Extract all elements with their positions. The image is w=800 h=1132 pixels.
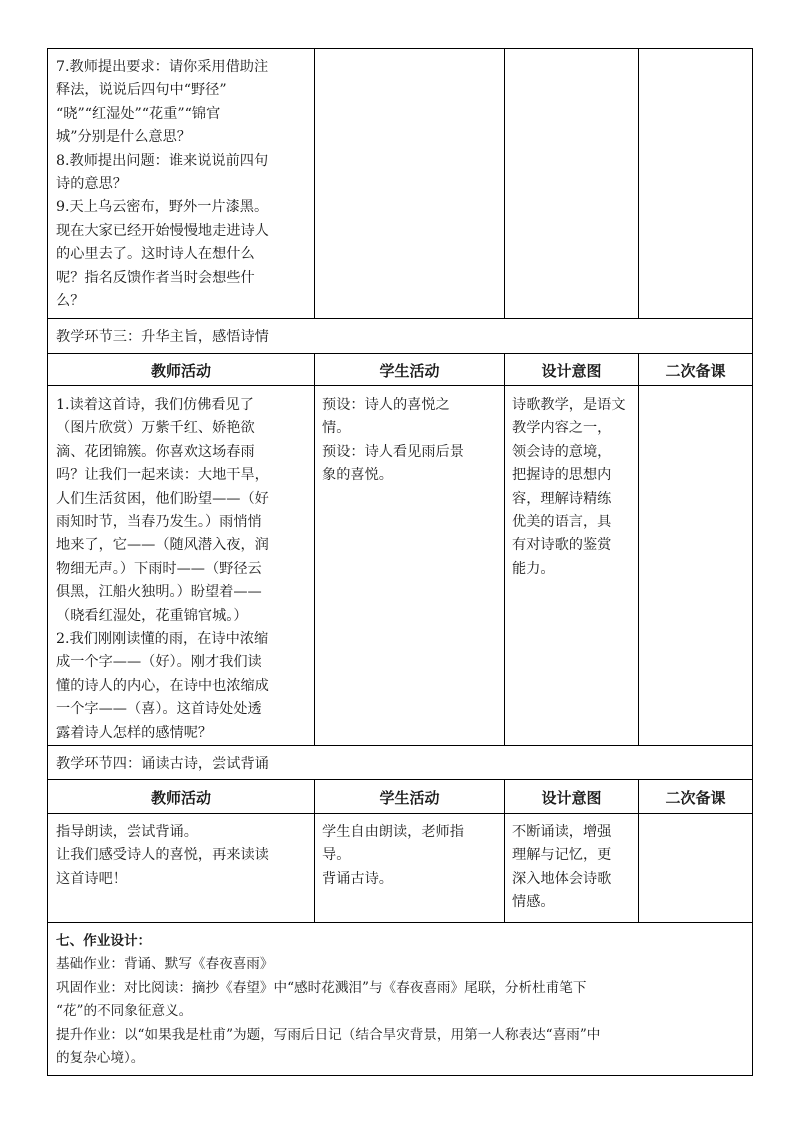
header-design-intent: 设计意图 <box>541 362 602 380</box>
text-line: 优美的语言，具 <box>512 514 612 531</box>
text-line: 不断诵读，增强 <box>512 824 612 840</box>
text-line: 学生自由朗读，老师指 <box>322 824 464 840</box>
header-second-prep: 二次备课 <box>665 362 726 380</box>
text-line: 指导朗读，尝试背诵。 <box>56 824 198 840</box>
text-line: 理解与记忆，更 <box>512 847 612 864</box>
text-line: 的心里去了。这时诗人在想什么 <box>56 246 255 263</box>
text-line: 一个字——（喜）。这首诗处处透 <box>56 701 262 718</box>
text-line: 雨知时节，当春乃发生。）雨悄悄 <box>56 514 262 531</box>
text-line: 地来了，它——（随风潜入夜，润 <box>56 537 269 554</box>
header-design-intent: 设计意图 <box>541 789 602 807</box>
homework-title: 七、作业设计： <box>56 933 152 949</box>
text-line: （图片欣赏）万紫千红、娇艳欲 <box>56 420 255 437</box>
text-line: 这首诗吧！ <box>56 870 127 887</box>
text-line: 么？ <box>56 293 85 310</box>
header-student-activity: 学生活动 <box>379 789 440 807</box>
section4-student-activity <box>322 821 502 891</box>
text-line: 城”分别是什么意思？ <box>56 129 191 146</box>
text-line: 8.教师提出问题：谁来说说前四句 <box>56 152 269 169</box>
section3-design-intent <box>512 394 636 581</box>
text-line: 让我们感受诗人的喜悦，再来读读 <box>56 847 269 864</box>
text-line: 吗？让我们一起来读：大地干旱， <box>56 467 269 484</box>
text-line: 教学内容之一， <box>512 420 612 437</box>
header-student-activity: 学生活动 <box>379 362 440 380</box>
text-line: “晓”“红湿处”“花重”“锦官 <box>56 105 221 122</box>
text-line: 滴、花团锦簇。你喜欢这场春雨 <box>56 443 255 460</box>
text-line: 7.教师提出要求：请你采用借助注 <box>56 59 269 75</box>
text-line: 释法，说说后四句中“野径” <box>56 82 227 99</box>
section3-title: 教学环节三：升华主旨，感悟诗情 <box>56 329 269 345</box>
text-line: 情感。 <box>512 894 555 911</box>
text-line: 领会诗的意境， <box>512 443 612 460</box>
text-line: 现在大家已经开始慢慢地走进诗人 <box>56 222 269 239</box>
section4-teacher-activity <box>56 821 312 891</box>
text-line: 预设：诗人看见雨后景 <box>322 443 464 460</box>
text-line: 容，理解诗精练 <box>512 490 612 507</box>
text-line: 预设：诗人的喜悦之 <box>322 397 450 413</box>
section2-teacher-activity <box>56 56 312 313</box>
text-line: 俱黑，江船火独明。）盼望着—— <box>56 584 262 601</box>
text-line: 的复杂心境）。 <box>56 1050 145 1067</box>
text-line: 诗歌教学，是语文 <box>512 397 626 413</box>
text-line: 露着诗人怎样的感情呢？ <box>56 724 213 741</box>
text-line: 人们生活贫困，他们盼望——（好 <box>56 490 269 507</box>
text-line: “花”的不同象征意义。 <box>56 1003 193 1020</box>
text-line: 导。 <box>322 847 351 864</box>
text-line: 深入地体会诗歌 <box>512 870 612 887</box>
section3-teacher-activity <box>56 394 312 745</box>
header-teacher-activity: 教师活动 <box>150 362 211 380</box>
header-teacher-activity: 教师活动 <box>150 789 211 807</box>
text-line: 呢？指名反馈作者当时会想些什 <box>56 269 255 286</box>
text-line: （晓看红湿处，花重锦官城。） <box>56 607 248 624</box>
section3-student-activity <box>322 394 502 488</box>
section4-title: 教学环节四：诵读古诗，尝试背诵 <box>56 756 269 772</box>
text-line: 象的喜悦。 <box>322 467 393 484</box>
text-line: 成一个字——（好）。刚才我们读 <box>56 654 262 671</box>
text-line: 有对诗歌的鉴赏 <box>512 537 612 554</box>
text-line: 能力。 <box>512 560 555 577</box>
text-line: 9.天上乌云密布，野外一片漆黑。 <box>56 199 269 216</box>
header-second-prep: 二次备课 <box>665 789 726 807</box>
text-line: 1.读着这首诗，我们仿佛看见了 <box>56 397 254 413</box>
text-line: 诗的意思？ <box>56 176 127 193</box>
text-line: 把握诗的思想内 <box>512 467 612 484</box>
text-line: 背诵古诗。 <box>322 870 393 887</box>
text-line: 巩固作业：对比阅读：摘抄《春望》中“感时花溅泪”与《春夜喜雨》尾联，分析杜甫笔下 <box>56 979 587 996</box>
text-line: 懂的诗人的内心，在诗中也浓缩成 <box>56 677 269 694</box>
homework-section <box>56 930 748 1070</box>
text-line: 基础作业：背诵、默写《春夜喜雨》 <box>56 956 274 973</box>
text-line: 提升作业：以“如果我是杜甫”为题，写雨后日记（结合旱灾背景，用第一人称表达“喜雨”中 <box>56 1026 601 1043</box>
text-line: 情。 <box>322 420 351 437</box>
section4-design-intent <box>512 821 636 915</box>
text-line: 物细无声。）下雨时——（野径云 <box>56 560 262 577</box>
text-line: 2.我们刚刚读懂的雨，在诗中浓缩 <box>56 631 269 648</box>
